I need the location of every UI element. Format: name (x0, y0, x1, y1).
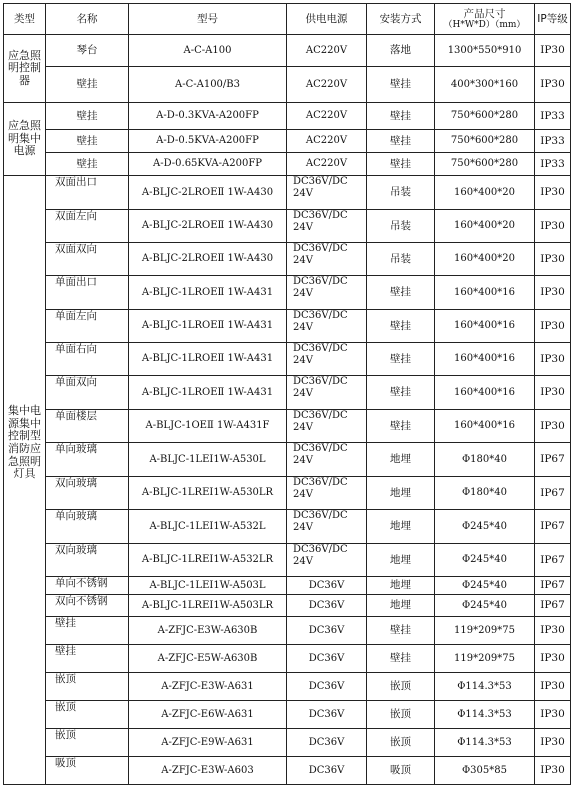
power-cell: DC36V (287, 673, 367, 701)
table-row (4, 645, 571, 673)
power-cell: DC36V (287, 757, 367, 785)
name-cell: 嵌顶 (46, 729, 129, 757)
table-row (4, 577, 571, 595)
name-cell: 壁挂 (46, 617, 129, 645)
ip-cell: IP67 (535, 510, 571, 544)
install-cell: 壁挂 (367, 617, 435, 645)
table-row (4, 595, 571, 617)
size-cell: 160*400*16 (435, 310, 535, 343)
type-cell: 应急照明集中电源 (4, 103, 46, 176)
model-cell: A-BLJC-1OEⅡ 1W-A431F (129, 410, 287, 443)
install-cell: 吸顶 (367, 757, 435, 785)
name-cell: 嵌顶 (46, 673, 129, 701)
model-cell: A-BLJC-1LROEⅡ 1W-A431 (129, 276, 287, 310)
ip-cell: IP67 (535, 544, 571, 577)
name-cell: 单向玻璃 (46, 510, 129, 544)
ip-cell: IP30 (535, 410, 571, 443)
power-cell: DC36V/DC 24V (287, 276, 367, 310)
power-cell: AC220V (287, 35, 367, 67)
ip-cell: IP30 (535, 343, 571, 376)
power-cell: DC36V/DC 24V (287, 443, 367, 477)
size-cell: 160*400*16 (435, 343, 535, 376)
power-cell: DC36V (287, 577, 367, 595)
header-name: 名称 (46, 4, 129, 35)
size-cell: 750*600*280 (435, 153, 535, 176)
power-cell: DC36V/DC 24V (287, 410, 367, 443)
power-cell: DC36V/DC 24V (287, 243, 367, 276)
size-cell: 160*400*20 (435, 210, 535, 243)
power-cell: AC220V (287, 130, 367, 153)
name-cell: 单面出口 (46, 276, 129, 310)
name-cell: 壁挂 (46, 645, 129, 673)
header-size (435, 4, 535, 35)
table-row (4, 757, 571, 785)
ip-cell: IP30 (535, 376, 571, 410)
ip-cell: IP67 (535, 443, 571, 477)
size-cell: 750*600*280 (435, 103, 535, 130)
size-cell: 160*400*16 (435, 276, 535, 310)
model-cell: A-ZFJC-E6W-A631 (129, 701, 287, 729)
size-cell: 160*400*20 (435, 243, 535, 276)
ip-cell: IP67 (535, 595, 571, 617)
power-cell: DC36V/DC 24V (287, 544, 367, 577)
name-cell: 壁挂 (46, 153, 129, 176)
ip-cell: IP30 (535, 276, 571, 310)
header-install: 安装方式 (367, 4, 435, 35)
name-cell: 单向不锈钢 (46, 577, 129, 595)
table-row (4, 343, 571, 376)
model-cell: A-BLJC-2LROEⅡ 1W-A430 (129, 176, 287, 210)
model-cell: A-BLJC-1LEⅠ1W-A503L (129, 577, 287, 595)
name-cell: 壁挂 (46, 103, 129, 130)
ip-cell: IP30 (535, 310, 571, 343)
power-cell: DC36V/DC 24V (287, 343, 367, 376)
install-cell: 壁挂 (367, 376, 435, 410)
power-cell: AC220V (287, 67, 367, 103)
model-cell: A-BLJC-1LREⅠ1W-A530LR (129, 477, 287, 510)
install-cell: 落地 (367, 35, 435, 67)
ip-cell: IP33 (535, 103, 571, 130)
table-row (4, 376, 571, 410)
ip-cell: IP30 (535, 673, 571, 701)
name-cell: 双面左向 (46, 210, 129, 243)
install-cell: 地埋 (367, 577, 435, 595)
table-row (4, 276, 571, 310)
name-cell: 双向不锈钢 (46, 595, 129, 617)
install-cell: 吊装 (367, 243, 435, 276)
size-cell: Φ245*40 (435, 544, 535, 577)
install-cell: 壁挂 (367, 645, 435, 673)
install-cell: 壁挂 (367, 103, 435, 130)
table-row (4, 443, 571, 477)
power-cell: AC220V (287, 153, 367, 176)
name-cell: 单面楼层 (46, 410, 129, 443)
table-row (4, 410, 571, 443)
install-cell: 地埋 (367, 544, 435, 577)
ip-cell: IP30 (535, 210, 571, 243)
table-row (4, 544, 571, 577)
model-cell: A-ZFJC-E3W-A631 (129, 673, 287, 701)
table-row (4, 729, 571, 757)
model-cell: A-BLJC-1LEⅠ1W-A532L (129, 510, 287, 544)
install-cell: 嵌顶 (367, 701, 435, 729)
name-cell: 双面出口 (46, 176, 129, 210)
name-cell: 双面双向 (46, 243, 129, 276)
header-size-label: 产品尺寸 (463, 7, 506, 20)
model-cell: A-BLJC-2LROEⅡ 1W-A430 (129, 210, 287, 243)
table-row (4, 701, 571, 729)
power-cell: DC36V (287, 595, 367, 617)
size-cell: Φ305*85 (435, 757, 535, 785)
model-cell: A-ZFJC-E3W-A630B (129, 617, 287, 645)
install-cell: 地埋 (367, 510, 435, 544)
model-cell: A-D-0.5KVA-A200FP (129, 130, 287, 153)
model-cell: A-ZFJC-E9W-A631 (129, 729, 287, 757)
power-cell: DC36V (287, 701, 367, 729)
power-cell: DC36V (287, 645, 367, 673)
name-cell: 单面双向 (46, 376, 129, 410)
size-cell: Φ180*40 (435, 477, 535, 510)
model-cell: A-C-A100/B3 (129, 67, 287, 103)
power-cell: AC220V (287, 103, 367, 130)
ip-cell: IP33 (535, 130, 571, 153)
name-cell: 嵌顶 (46, 701, 129, 729)
install-cell: 壁挂 (367, 343, 435, 376)
size-cell: 750*600*280 (435, 130, 535, 153)
ip-cell: IP30 (535, 701, 571, 729)
model-cell: A-BLJC-1LROEⅡ 1W-A431 (129, 376, 287, 410)
name-cell: 单向玻璃 (46, 443, 129, 477)
power-cell: DC36V/DC 24V (287, 310, 367, 343)
table-row (4, 130, 571, 153)
model-cell: A-ZFJC-E3W-A603 (129, 757, 287, 785)
size-cell: 160*400*20 (435, 176, 535, 210)
header-model: 型号 (129, 4, 287, 35)
power-cell: DC36V/DC 24V (287, 510, 367, 544)
product-spec-table (3, 3, 571, 785)
model-cell: A-ZFJC-E5W-A630B (129, 645, 287, 673)
type-cell: 应急照明控制器 (4, 35, 46, 103)
header-size-unit: （H*W*D）（mm） (443, 19, 526, 30)
name-cell: 壁挂 (46, 130, 129, 153)
model-cell: A-D-0.65KVA-A200FP (129, 153, 287, 176)
name-cell: 单面右向 (46, 343, 129, 376)
table-row (4, 477, 571, 510)
model-cell: A-D-0.3KVA-A200FP (129, 103, 287, 130)
table-body (4, 35, 571, 785)
size-cell: 400*300*160 (435, 67, 535, 103)
ip-cell: IP67 (535, 577, 571, 595)
size-cell: Φ180*40 (435, 443, 535, 477)
install-cell: 地埋 (367, 443, 435, 477)
ip-cell: IP30 (535, 176, 571, 210)
model-cell: A-BLJC-1LREⅠ1W-A503LR (129, 595, 287, 617)
size-cell: Φ245*40 (435, 510, 535, 544)
power-cell: DC36V/DC 24V (287, 210, 367, 243)
install-cell: 壁挂 (367, 130, 435, 153)
table-row (4, 310, 571, 343)
size-cell: 160*400*16 (435, 376, 535, 410)
header-row (4, 4, 571, 35)
name-cell: 单面左向 (46, 310, 129, 343)
table-row (4, 243, 571, 276)
install-cell: 壁挂 (367, 410, 435, 443)
name-cell: 吸顶 (46, 757, 129, 785)
install-cell: 嵌顶 (367, 673, 435, 701)
ip-cell: IP30 (535, 645, 571, 673)
power-cell: DC36V/DC 24V (287, 477, 367, 510)
model-cell: A-BLJC-2LROEⅡ 1W-A430 (129, 243, 287, 276)
header-power: 供电电源 (287, 4, 367, 35)
table-row (4, 67, 571, 103)
table-row (4, 176, 571, 210)
install-cell: 地埋 (367, 595, 435, 617)
install-cell: 吊装 (367, 210, 435, 243)
size-cell: 119*209*75 (435, 617, 535, 645)
install-cell: 嵌顶 (367, 729, 435, 757)
install-cell: 壁挂 (367, 67, 435, 103)
ip-cell: IP33 (535, 153, 571, 176)
install-cell: 壁挂 (367, 276, 435, 310)
power-cell: DC36V/DC 24V (287, 176, 367, 210)
table-row (4, 35, 571, 67)
table-row (4, 617, 571, 645)
table-row (4, 153, 571, 176)
ip-cell: IP30 (535, 67, 571, 103)
model-cell: A-BLJC-1LEⅠ1W-A530L (129, 443, 287, 477)
ip-cell: IP67 (535, 477, 571, 510)
install-cell: 壁挂 (367, 310, 435, 343)
header-type: 类型 (4, 4, 46, 35)
table-row (4, 103, 571, 130)
ip-cell: IP30 (535, 729, 571, 757)
size-cell: 119*209*75 (435, 645, 535, 673)
ip-cell: IP30 (535, 243, 571, 276)
ip-cell: IP30 (535, 617, 571, 645)
name-cell: 双向玻璃 (46, 544, 129, 577)
size-cell: Φ114.3*53 (435, 701, 535, 729)
install-cell: 壁挂 (367, 153, 435, 176)
table-row (4, 673, 571, 701)
size-cell: 160*400*16 (435, 410, 535, 443)
model-cell: A-C-A100 (129, 35, 287, 67)
power-cell: DC36V/DC 24V (287, 376, 367, 410)
ip-cell: IP30 (535, 35, 571, 67)
header-ip: IP等级 (535, 4, 571, 35)
ip-cell: IP30 (535, 757, 571, 785)
size-cell: Φ245*40 (435, 595, 535, 617)
power-cell: DC36V (287, 617, 367, 645)
name-cell: 琴台 (46, 35, 129, 67)
power-cell: DC36V (287, 729, 367, 757)
table-row (4, 210, 571, 243)
size-cell: 1300*550*910 (435, 35, 535, 67)
model-cell: A-BLJC-1LREⅠ1W-A532LR (129, 544, 287, 577)
install-cell: 地埋 (367, 477, 435, 510)
size-cell: Φ114.3*53 (435, 673, 535, 701)
name-cell: 壁挂 (46, 67, 129, 103)
table-row (4, 510, 571, 544)
install-cell: 吊装 (367, 176, 435, 210)
type-cell: 集中电源集中控制型消防应急照明灯具 (4, 176, 46, 785)
model-cell: A-BLJC-1LROEⅡ 1W-A431 (129, 310, 287, 343)
name-cell: 双向玻璃 (46, 477, 129, 510)
model-cell: A-BLJC-1LROEⅡ 1W-A431 (129, 343, 287, 376)
size-cell: Φ114.3*53 (435, 729, 535, 757)
size-cell: Φ245*40 (435, 577, 535, 595)
